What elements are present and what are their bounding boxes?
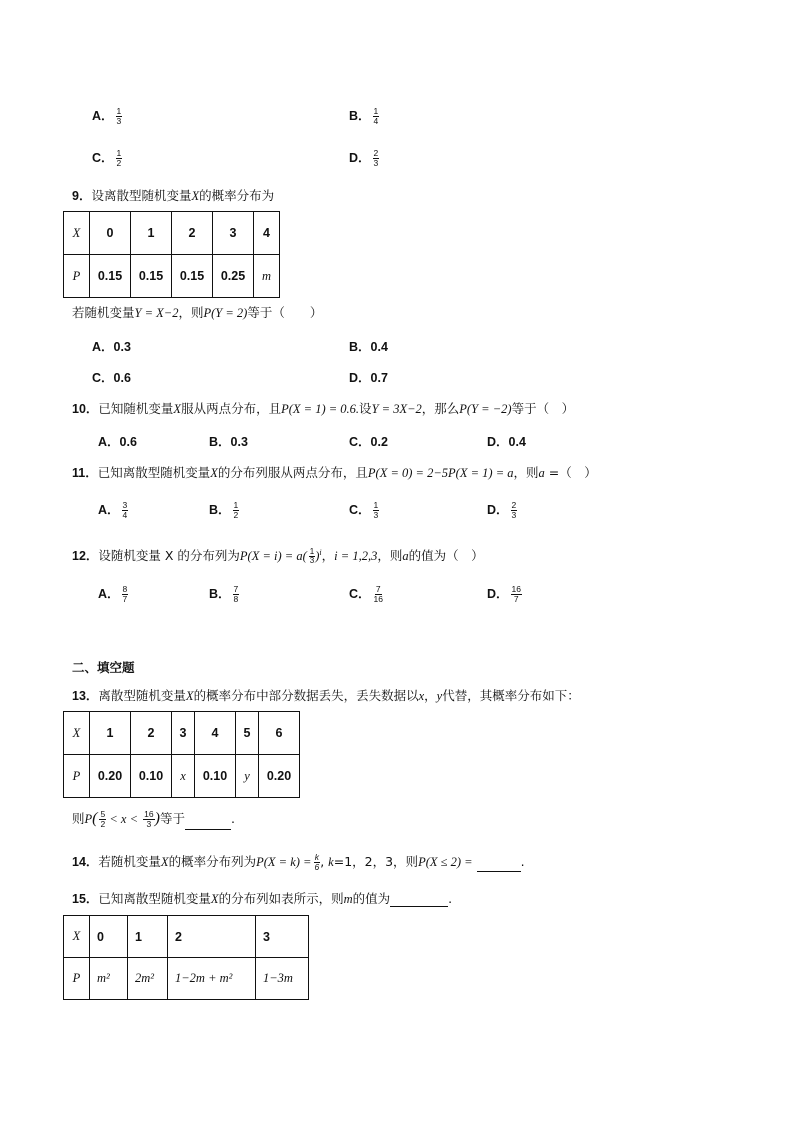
denominator: 2 <box>116 158 122 168</box>
math-expr: a <box>538 466 545 480</box>
table-cell: m² <box>90 958 128 1000</box>
math-var: X <box>173 402 182 416</box>
table-row <box>64 755 300 798</box>
question-number: 11． <box>72 466 98 480</box>
stem-text: 代替，其概率分布如下： <box>442 688 580 703</box>
option-a: A．0.3 <box>92 340 131 354</box>
table-cell: 0.10 <box>195 755 236 798</box>
denominator: 6 <box>314 862 320 872</box>
option-label: B． <box>209 587 231 601</box>
table-cell: X <box>64 916 90 958</box>
fraction <box>233 585 240 604</box>
table-cell: 3 <box>256 916 309 958</box>
question-9-stem <box>72 188 274 204</box>
option-b: B．0.3 <box>209 435 248 449</box>
denominator: 2 <box>233 510 239 520</box>
table-cell: 1−3m <box>256 958 309 1000</box>
stem-text: 已知随机变量 <box>98 401 174 416</box>
stem-text: 的概率分布列为 <box>168 854 257 869</box>
fraction <box>116 149 123 168</box>
denominator: 3 <box>309 556 315 566</box>
option-label: C． <box>349 503 371 517</box>
numerator: 7 <box>375 584 381 594</box>
denominator: 3 <box>373 510 379 520</box>
numerator: 5 <box>100 809 106 819</box>
math-expr: Y = X−2 <box>134 306 179 320</box>
denominator: 7 <box>122 594 128 604</box>
option-c <box>349 585 384 604</box>
fraction <box>373 585 384 604</box>
math-var: X <box>160 855 169 869</box>
numerator: 16 <box>144 809 154 819</box>
table-cell: 2 <box>168 916 256 958</box>
option-label: D． <box>487 587 509 601</box>
stem-text: 则 <box>72 811 85 826</box>
stem-text: ，那么 <box>421 401 460 416</box>
stem-text: 设随机变量 X 的分布列为 <box>98 548 240 564</box>
table-cell: 2 <box>131 712 172 755</box>
question-number: 12． <box>72 549 99 564</box>
answer-blank[interactable] <box>477 858 521 872</box>
option-label: A． <box>98 503 120 517</box>
fraction <box>373 149 380 168</box>
option-label: C． <box>349 587 371 601</box>
numerator: 1 <box>233 500 239 510</box>
numerator: 1 <box>116 148 122 158</box>
stem-text: 的值为（ ） <box>408 548 484 564</box>
option-d <box>487 501 517 520</box>
option-c: C．0.6 <box>92 371 131 385</box>
option-label: A． <box>92 109 114 123</box>
numerator: 1 <box>116 106 122 116</box>
denominator: 3 <box>146 819 152 829</box>
numerator: 1 <box>373 500 379 510</box>
option-d <box>487 585 522 604</box>
exponent: i <box>319 548 322 557</box>
stem-text: 设 <box>359 401 372 416</box>
stem-text: 已知离散型随机变量 <box>97 465 211 480</box>
option-d <box>349 149 379 168</box>
question-13-stem <box>72 688 580 704</box>
fraction <box>122 585 129 604</box>
numerator: 1 <box>373 106 379 116</box>
stem-text: ，则 <box>178 305 204 320</box>
denominator: 4 <box>122 510 128 520</box>
question-number: 9． <box>72 189 92 203</box>
table-cell: 1 <box>90 712 131 755</box>
answer-blank[interactable] <box>185 816 231 830</box>
stem-text: =1，2，3，则 <box>333 854 419 869</box>
table-cell: 3 <box>213 212 254 255</box>
table-cell: x <box>172 755 195 798</box>
stem-text: 服从两点分布，且 <box>181 401 282 416</box>
math-var: X <box>210 892 219 906</box>
fraction <box>373 501 380 520</box>
numerator: 2 <box>373 148 379 158</box>
table-cell: 0.25 <box>213 255 254 298</box>
denominator: 8 <box>233 594 239 604</box>
stem-text: ，则 <box>513 465 539 480</box>
q13-distribution-table <box>63 711 300 798</box>
stem-text: . <box>520 854 525 869</box>
table-cell: 6 <box>259 712 300 755</box>
table-cell: P <box>64 958 90 1000</box>
question-10-stem <box>72 401 574 417</box>
option-label: A． <box>98 587 120 601</box>
option-a: A．0.6 <box>98 435 137 449</box>
option-b <box>349 107 379 126</box>
table-row <box>64 712 300 755</box>
fraction <box>143 810 154 829</box>
math-var: P <box>84 812 93 826</box>
stem-text: ， <box>424 688 437 703</box>
q9-distribution-table <box>63 211 280 298</box>
table-cell: 4 <box>195 712 236 755</box>
table-cell: 1 <box>128 916 168 958</box>
table-cell: y <box>236 755 259 798</box>
fraction <box>511 501 518 520</box>
stem-text: 若随机变量 <box>72 305 135 320</box>
numerator: 7 <box>233 584 239 594</box>
option-label: B． <box>349 109 371 123</box>
option-label: D． <box>349 151 371 165</box>
fraction <box>233 501 240 520</box>
math-var: X <box>185 689 194 703</box>
answer-blank[interactable] <box>390 893 448 907</box>
table-row <box>64 212 280 255</box>
table-row <box>64 255 280 298</box>
table-cell: X <box>64 212 90 255</box>
option-label: D． <box>487 503 509 517</box>
question-9-followup <box>72 305 322 321</box>
table-cell: 1 <box>131 212 172 255</box>
option-c: C．0.2 <box>349 435 388 449</box>
option-a <box>98 585 128 604</box>
math-expr: P(X = 1) = 0.6. <box>281 402 360 416</box>
numerator: 2 <box>511 500 517 510</box>
option-b <box>209 585 239 604</box>
question-12-stem <box>72 543 484 566</box>
question-13-followup <box>72 808 235 830</box>
math-expr: i = 1,2,3 <box>334 549 378 564</box>
table-cell: m <box>254 255 280 298</box>
option-a <box>92 107 122 126</box>
stem-text: =（ ） <box>544 465 597 480</box>
table-cell: 0.15 <box>90 255 131 298</box>
question-number: 13． <box>72 689 99 703</box>
fraction <box>116 107 123 126</box>
math-var: X <box>191 189 200 203</box>
denominator: 2 <box>100 819 106 829</box>
fraction <box>122 501 129 520</box>
option-d: D．0.4 <box>487 435 526 449</box>
table-cell: P <box>64 255 90 298</box>
question-number: 15． <box>72 892 99 906</box>
denominator: 3 <box>116 116 122 126</box>
math-var: y <box>436 689 443 703</box>
table-cell: 0.15 <box>131 255 172 298</box>
paren-open: ( <box>92 810 98 827</box>
math-expr: ) <box>315 549 320 564</box>
table-cell: 2 <box>172 212 213 255</box>
table-cell: 0 <box>90 212 131 255</box>
option-c <box>349 501 379 520</box>
fraction <box>511 585 522 604</box>
denominator: 3 <box>373 158 379 168</box>
option-label: C． <box>92 151 114 165</box>
denominator: 7 <box>513 594 519 604</box>
stem-text: , <box>320 854 329 869</box>
math-expr: < x < <box>106 812 142 826</box>
table-row <box>64 958 309 1000</box>
math-expr: a <box>402 549 409 564</box>
stem-text: 等于 <box>159 811 185 826</box>
stem-text: 的分布列如表所示，则 <box>218 891 344 906</box>
numerator: 16 <box>511 584 521 594</box>
stem-text: 设离散型随机变量 <box>91 188 192 203</box>
stem-text: 离散型随机变量 <box>98 688 186 703</box>
option-c <box>92 149 122 168</box>
table-cell: 0.20 <box>259 755 300 798</box>
stem-text: 的分布列服从两点分布，且 <box>217 465 368 480</box>
math-var: k <box>328 855 334 869</box>
denominator: 3 <box>511 510 517 520</box>
table-cell: P <box>64 755 90 798</box>
table-cell: 0 <box>90 916 128 958</box>
math-var: m <box>343 892 353 906</box>
math-expr: Y = 3X−2 <box>371 402 422 416</box>
math-expr: P(X = 0) = 2−5P(X = 1) = a <box>367 466 514 480</box>
math-expr: P(Y = −2) <box>459 402 512 416</box>
question-11-stem <box>72 465 597 481</box>
stem-text: 等于（ ） <box>247 305 323 320</box>
fraction <box>373 107 380 126</box>
math-expr: P(X = i) = a( <box>239 549 307 564</box>
table-row <box>64 916 309 958</box>
numerator: k <box>314 852 319 862</box>
option-d: D．0.7 <box>349 371 388 385</box>
table-cell: 5 <box>236 712 259 755</box>
stem-text: . <box>230 811 235 826</box>
numerator: 3 <box>122 500 128 510</box>
table-cell: 0.20 <box>90 755 131 798</box>
option-label: B． <box>209 503 231 517</box>
math-var: x <box>418 689 425 703</box>
stem-text: . <box>448 891 453 906</box>
numerator: 8 <box>122 584 128 594</box>
math-expr: P(Y = 2) <box>203 306 248 320</box>
stem-text: ，则 <box>377 548 403 564</box>
stem-text: 的概率分布为 <box>199 188 275 203</box>
stem-text: 已知离散型随机变量 <box>98 891 211 906</box>
section-title: 二、填空题 <box>72 660 135 675</box>
table-cell: 2m² <box>128 958 168 1000</box>
table-cell: 4 <box>254 212 280 255</box>
option-b: B．0.4 <box>349 340 388 354</box>
stem-text: 若随机变量 <box>98 854 161 869</box>
stem-text: 的值为 <box>352 891 391 906</box>
q15-distribution-table <box>63 915 309 1000</box>
math-expr: P(X = k) = <box>256 855 312 869</box>
denominator: 16 <box>373 594 383 604</box>
stem-text: ， <box>321 548 335 564</box>
question-15-stem <box>72 891 452 907</box>
question-number: 10． <box>72 402 99 416</box>
math-expr: P(X ≤ 2) = <box>418 855 473 869</box>
option-b <box>209 501 239 520</box>
table-cell: X <box>64 712 90 755</box>
question-14-stem <box>72 852 525 872</box>
table-cell: 0.10 <box>131 755 172 798</box>
stem-text: 的概率分布中部分数据丢失，丢失数据以 <box>193 688 419 703</box>
option-a <box>98 501 128 520</box>
numerator: 1 <box>309 547 315 557</box>
table-cell: 1−2m + m² <box>168 958 256 1000</box>
table-cell: 0.15 <box>172 255 213 298</box>
denominator: 4 <box>373 116 379 126</box>
stem-text: 等于（ ） <box>511 401 575 416</box>
question-number: 14． <box>72 855 99 869</box>
math-var: X <box>210 466 218 480</box>
paren-close: ) <box>154 810 160 827</box>
table-cell: 3 <box>172 712 195 755</box>
